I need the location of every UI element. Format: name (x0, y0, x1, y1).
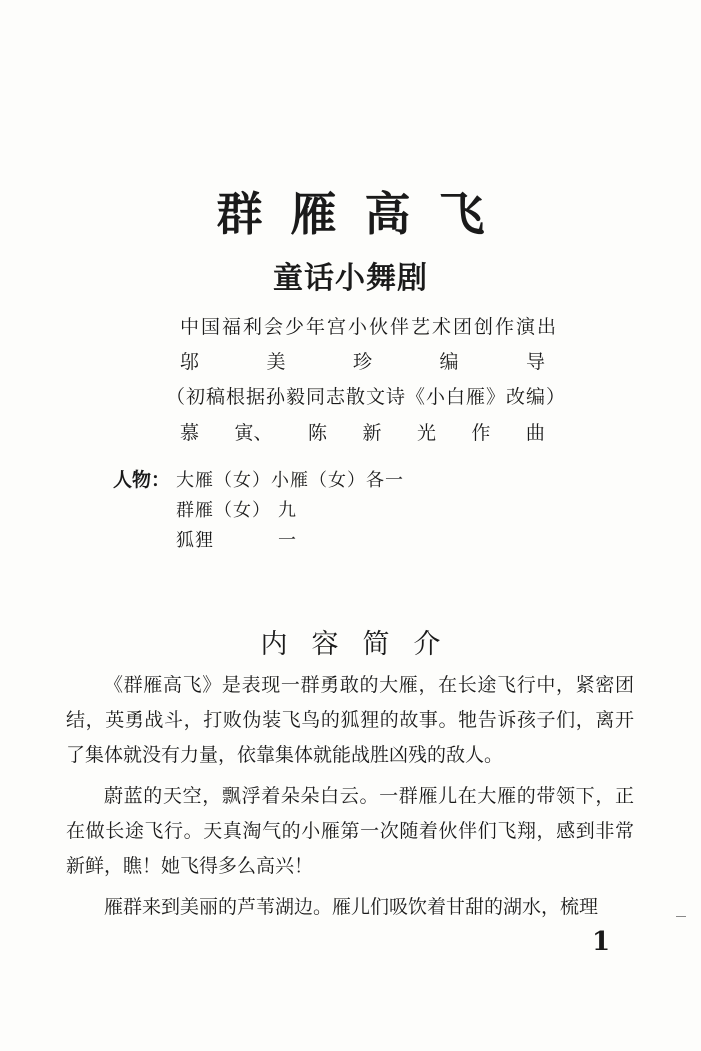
role-name: 大雁（女）小雁（女）各一 (176, 470, 404, 491)
role-count: 九 (278, 500, 296, 521)
roles-label: 人物： (113, 469, 171, 491)
credit-production: 中国福利会少年宫小伙伴艺术团创作演出 (180, 316, 559, 338)
credit-char: 光 (416, 422, 436, 444)
credit-char: 作 (471, 422, 491, 444)
page-number: 1 (592, 927, 611, 957)
paragraph: 雁群来到美丽的芦苇湖边。雁儿们吸饮着甘甜的湖水，梳理 (104, 896, 599, 918)
subtitle: 童话小舞剧 (273, 261, 428, 296)
credit-composer (180, 418, 545, 445)
credit-char: 美 (266, 351, 286, 373)
credit-char: 慕 (180, 422, 200, 444)
credit-adaptation: （初稿根据孙毅同志散文诗《小白雁》改编） (166, 386, 567, 408)
role-name: 群雁（女） (176, 500, 271, 521)
role-count: 一 (278, 530, 296, 551)
credit-char: 寅、 (234, 422, 273, 444)
credit-char: 珍 (352, 351, 372, 373)
page-title: 群雁高飞 (216, 187, 513, 241)
section-heading: 内容简介 (260, 629, 465, 660)
paragraph: 《群雁高飞》是表现一群勇敢的大雁，在长途飞行中，紧密团结，英勇战斗，打败伪装飞鸟的狐狸的故事。牠告诉孩子们，离开了集体就没有力量，依靠集体就能战胜凶残的敌人。 (66, 674, 634, 766)
credit-char: 陈 (307, 422, 327, 444)
paragraph: 蔚蓝的天空，飘浮着朵朵白云。一群雁儿在大雁的带领下，正在做长途飞行。天真淘气的小雁第一次随着伙伴们飞翔，感到非常新鲜，瞧！她飞得多么高兴！ (66, 785, 634, 877)
role-name: 狐狸 (176, 530, 214, 551)
credit-char: 新 (362, 422, 382, 444)
credit-char: 导 (525, 351, 545, 373)
credit-choreographer (180, 347, 545, 374)
credit-char: 编 (439, 351, 459, 373)
synopsis-body (66, 668, 634, 925)
scan-mark (676, 916, 686, 917)
credit-char: 邬 (180, 351, 200, 373)
credit-char: 曲 (525, 422, 545, 444)
